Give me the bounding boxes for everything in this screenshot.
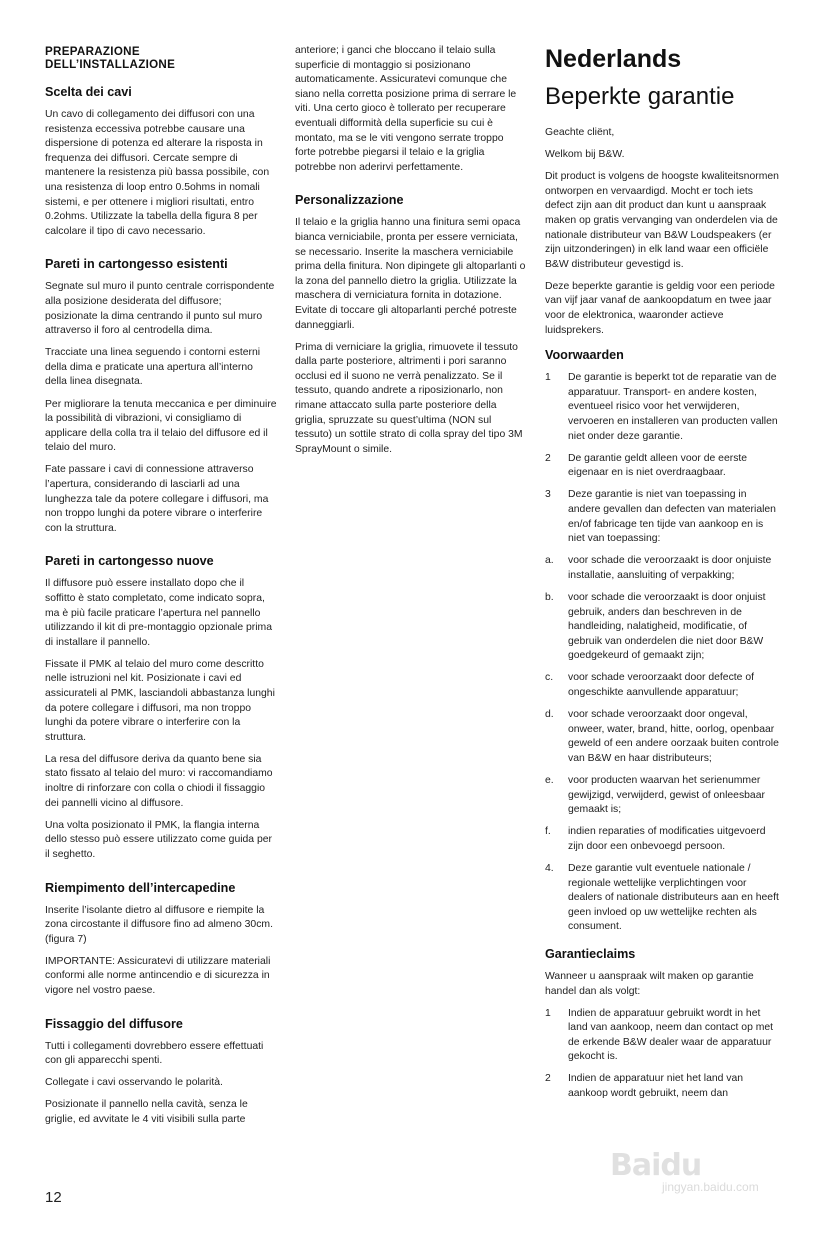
item-text: Indien de apparatuur niet het land van aankoop wordt gebruikt, neem dan (568, 1073, 744, 1100)
item-number: 1 (545, 372, 551, 384)
paragraph: IMPORTANTE: Assicuratevi di utilizzare materiali conformi alle norme antincendio e di sicurezza in vigore nel vostro paese. (45, 955, 271, 996)
list-item (545, 488, 780, 546)
paragraph: Tutti i collegamenti dovrebbero essere effettuati con gli apparecchi spenti. (45, 1040, 264, 1067)
heading-speaker-fixing: Fissaggio del diffusore (45, 1016, 183, 1031)
heading-new-drywall: Pareti in cartongesso nuove (45, 554, 214, 569)
paragraph: Prima di verniciare la griglia, rimuovete il tessuto dalla parte posteriore, altrimenti i pori saranno occlusi ed il suono ne verrà penalizzato. Se il tessuto, quando andrete a riposizionarlo, non rimane attaccato sulla parte posteriore della griglia, spruzzate su quest’ultima (NON sul tessuto) un sottile strato di colla spray del tipo 3M SprayMount o simile. (295, 341, 523, 455)
paragraph: Segnate sul muro il punto centrale corrispondente alla posizione desiderata del diffusore; posizionate la dima centrando il punto sul muro attraverso il foro al centrodella dima. (45, 281, 275, 337)
list-item (545, 554, 780, 583)
paragraph: Collegate i cavi osservando le polarità. (45, 1077, 223, 1089)
list-item (545, 825, 780, 854)
page-subtitle: Beperkte garantie (545, 83, 735, 110)
paragraph: Dit product is volgens de hoogste kwaliteitsnormen ontworpen en vervaardigd. Mocht er toch iets defect zijn aan dit product dan kunt u aanspraak maken op gratis vervanging van onderdelen via de nationale distributeur van B&W Loudspeakers (er zijn uitzonderingen) in elk land waar een officiële B&W distributeur gevestigd is. (545, 171, 779, 270)
item-number: a. (545, 555, 554, 567)
page-number: 12 (45, 1189, 62, 1206)
paragraph: Deze beperkte garantie is geldig voor een periode van vijf jaar vanaf de aankoopdatum en twee jaar voor de elektronica, waaronder actieve luidsprekers. (545, 280, 775, 336)
list-item (545, 862, 780, 935)
item-text: De garantie is beperkt tot de reparatie van de apparatuur. Transport- en andere kosten, eventueel risico voor het verwijderen, vervoeren en installeren van producten vallen niet onder deze garantie. (568, 372, 778, 442)
item-text: voor schade die veroorzaakt is door onjuist gebruik, anders dan beschreven in de handleiding, nalatigheid, modificatie, of gebruik van onderdelen die niet door B&W goedgekeurd of gemaakt zijn; (568, 591, 766, 662)
paragraph: Per migliorare la tenuta meccanica e per diminuire la possibilità di vibrazioni, vi consigliamo di applicare della colla tra il telaio del diffusore ed il telaio del muro. (45, 398, 277, 454)
paragraph: Inserite l’isolante dietro al diffusore e riempite la zona circostante il diffusore fino ad almeno 30cm. (figura 7) (45, 904, 273, 945)
item-number: 4. (545, 862, 554, 874)
list-item (545, 1007, 780, 1065)
paragraph: Wanneer u aanspraak wilt maken op garantie handel dan als volgt: (545, 970, 754, 997)
item-number: e. (545, 774, 554, 786)
item-text: indien reparaties of modificaties uitgevoerd zijn door een onbevoegd persoon. (568, 826, 766, 852)
item-number: 1 (545, 1007, 551, 1019)
item-text: Deze garantie vult eventuele nationale / regionale wettelijke verplichtingen voor dealers of nationale distributeurs aan en heeft geen invloed op uw wettelijke rechten als consument. (568, 862, 779, 933)
list-item (545, 591, 780, 664)
column-dutch (545, 45, 780, 1109)
language-title: Nederlands (545, 45, 682, 73)
greeting: Geachte cliënt, (545, 127, 615, 138)
heading-customization: Personalizzazione (295, 193, 404, 208)
column-italian-2 (295, 44, 527, 465)
claims-list (545, 1007, 780, 1102)
heading-warranty-claims: Garantieclaims (545, 946, 636, 961)
heading-cavity-filling: Riempimento dell’intercapedine (45, 880, 236, 895)
item-number: f. (545, 826, 551, 838)
heading-cable-choice: Scelta dei cavi (45, 85, 132, 99)
item-text: Indien de apparatuur gebruikt wordt in het land van aankoop, neem dan contact op met de erkende B&W dealer waar de apparatuur gekocht is. (568, 1007, 774, 1063)
watermark-site: jingyan.baidu.com (662, 1180, 759, 1194)
section-title: PREPARAZIONE DELL’INSTALLAZIONE (45, 45, 176, 71)
item-number: 2 (545, 1073, 551, 1085)
column-italian-1 (45, 45, 277, 1135)
paragraph: Fissate il PMK al telaio del muro come descritto nelle istruzioni nel kit. Posizionate i cavi ed assicurateli al PMK, lasciandoli abbastanza lunghi da potere collegare i diffusori, ma non troppo lunghi da potere vibrare o interferire con la struttura. (45, 658, 275, 743)
heading-conditions: Voorwaarden (545, 348, 624, 363)
item-text: voor schade veroorzaakt door ongeval, onweer, water, brand, hitte, oorlog, openbaar geweld of een andere oorzaak buiten controle van B&W en haar distributeurs; (568, 709, 779, 764)
paragraph: Il diffusore può essere installato dopo che il soffitto è stato completato, come indicato sopra, ma è più facile praticare l’apertura nel pannello utilizzando il kit di pre-montaggio opzionale prima di installare il pannello. (45, 578, 272, 648)
paragraph: Il telaio e la griglia hanno una finitura semi opaca bianca verniciabile, pronta per essere verniciata, se necessario. Inserite la maschera verniciabile prima della finitura. Non dipingete gli altoparlanti o la zona del pannello dietro la griglia. Utilizzate la maschera di verniciatura fornita in dotazione. Evitate di toccare gli altoparlanti perché potreste danneggiarli. (295, 217, 526, 331)
heading-existing-drywall: Pareti in cartongesso esistenti (45, 257, 228, 272)
watermark (610, 1148, 780, 1202)
item-text: voor producten waarvan het serienummer gewijzigd, verwijderd, gewist of onleesbaar gemaakt is; (568, 774, 765, 816)
list-item (545, 371, 780, 444)
welcome: Welkom bij B&W. (545, 149, 625, 161)
item-number: d. (545, 709, 554, 721)
paragraph-continued: anteriore; i ganci che bloccano il telaio sulla superficie di montaggio si posizionano automaticamente. Assicuratevi comunque che siano nella corretta posizione prima di serrare le viti. Una certo gioco è tollerato per recuperare eventuali difformità della superficie su cui è montato, ma se le viti vengono serrate troppo forte potrebbe piegarsi il telaio e la griglia potrebbe non aderirvi perfettamente. (295, 45, 517, 173)
list-item (545, 452, 780, 481)
list-item (545, 774, 780, 818)
list-item (545, 671, 780, 700)
item-text: De garantie geldt alleen voor de eerste eigenaar en is niet overdraagbaar. (568, 452, 748, 479)
paragraph: La resa del diffusore deriva da quanto bene sia stato fissato al telaio del muro: vi raccomandiamo inoltre di rinforzare con colla o chiodi il fissaggio dei pannelli vicino al diffusore. (45, 753, 273, 809)
list-item (545, 708, 780, 766)
list-item (545, 1072, 780, 1101)
item-text: voor schade veroorzaakt door defecte of ongeschikte aanvullende apparatuur; (568, 672, 754, 698)
item-number: 3 (545, 489, 551, 501)
item-number: b. (545, 591, 554, 603)
item-number: 2 (545, 452, 551, 464)
paragraph: Una volta posizionato il PMK, la flangia interna dello stesso può essere utilizzato come guida per il seghetto. (45, 819, 272, 860)
conditions-list (545, 371, 780, 935)
item-text: Deze garantie is niet van toepassing in andere gevallen dan defecten van materialen en/of fabricage ten tijde van aankoop en is niet van toepassing: (568, 489, 776, 545)
item-text: voor schade die veroorzaakt is door onjuiste installatie, aansluiting of verpakking; (568, 555, 772, 581)
item-number: c. (545, 672, 554, 684)
paragraph: Fate passare i cavi di connessione attraverso l’apertura, considerando di lasciarli ad una lunghezza tale da potere collegare i diffusori, ma non troppo lunghi da potere vibrare o interferire con la struttura. (45, 464, 269, 534)
paragraph: Posizionate il pannello nella cavità, senza le griglie, ed avvitate le 4 viti visibili sulla parte (45, 1099, 248, 1125)
paragraph: Tracciate una linea seguendo i contorni esterni della dima e praticate una apertura all’interno della linea disegnata. (45, 347, 261, 388)
watermark-brand: Baidu (610, 1148, 702, 1183)
paragraph: Un cavo di collegamento dei diffusori con una resistenza eccessiva potrebbe causare una dispersione di potenza ed alterare la risposta in frequenza dei diffusori. Cercate sempre di mantenere la resistenza più bassa possibile, con una resistenza di loop entro 0.5ohms in nomali sistemi, e per ottenere i migliori risultati, entro 0.2ohms. Utilizzate la tabella della figura 8 per calcolare il tipo di cavo necessario. (45, 109, 270, 237)
